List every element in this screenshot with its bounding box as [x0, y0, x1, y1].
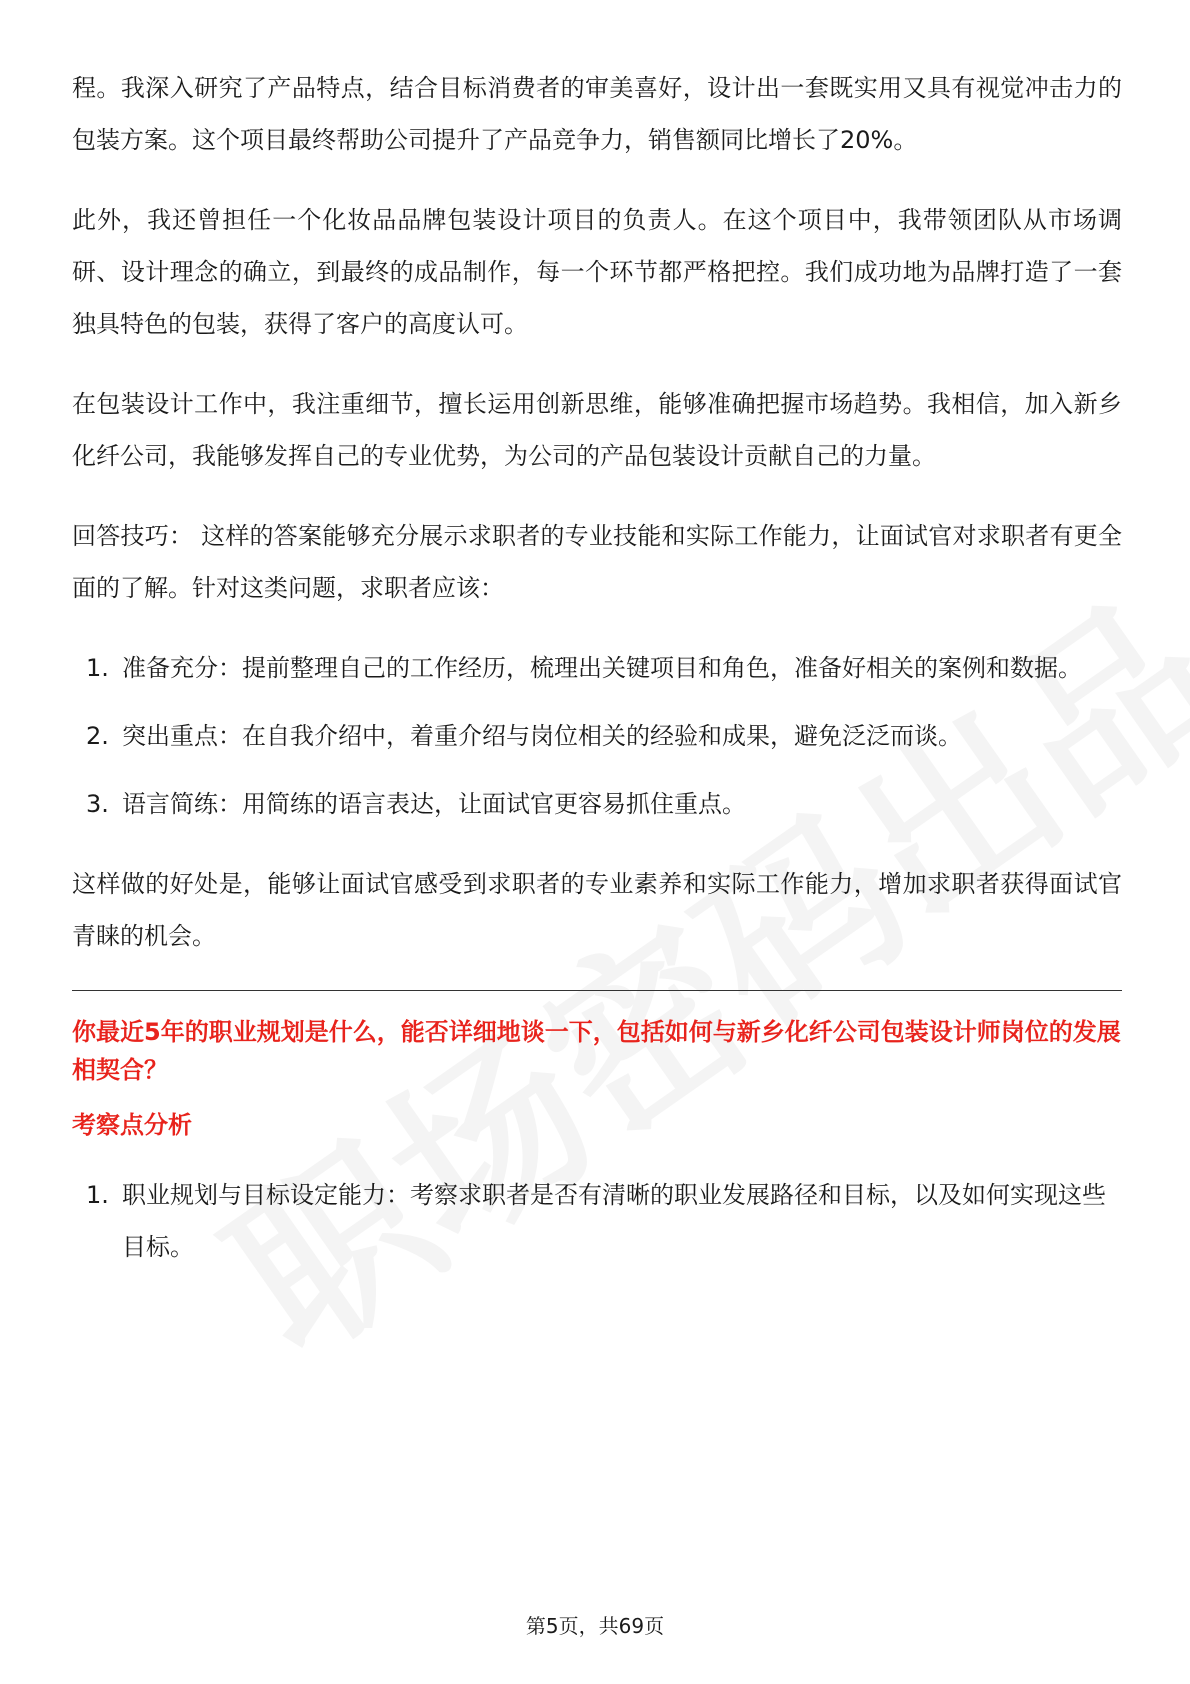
analysis-heading: 考察点分析 [72, 1111, 192, 1139]
list-number: 3. [86, 790, 109, 818]
list-item-text: 准备充分：提前整理自己的工作经历，梳理出关键项目和角色，准备好相关的案例和数据。 [122, 654, 1082, 682]
answer-tips-paragraph: 回答技巧： 这样的答案能够充分展示求职者的专业技能和实际工作能力，让面试官对求职者有更全面的了解。针对这类问题，求职者应该： [72, 522, 1122, 602]
closing-paragraph: 这样做的好处是，能够让面试官感受到求职者的专业素养和实际工作能力，增加求职者获得面试官青睐的机会。 [72, 870, 1122, 950]
paragraph: 程。我深入研究了产品特点，结合目标消费者的审美喜好，设计出一套既实用又具有视觉冲击力的包装方案。这个项目最终帮助公司提升了产品竞争力，销售额同比增长了20%。 [72, 74, 1122, 154]
tips-list [72, 642, 1122, 830]
analysis-list [72, 1169, 1122, 1273]
page-footer: 第5页，共69页 [525, 1614, 665, 1638]
list-item [72, 710, 1122, 762]
interview-question: 你最近5年的职业规划是什么，能否详细地谈一下，包括如何与新乡化纤公司包装设计师岗位的发展相契合？ [72, 1018, 1121, 1084]
list-item-text: 职业规划与目标设定能力：考察求职者是否有清晰的职业发展路径和目标，以及如何实现这些目标。 [122, 1181, 1106, 1261]
list-item [72, 778, 1122, 830]
paragraph: 在包装设计工作中，我注重细节，擅长运用创新思维，能够准确把握市场趋势。我相信，加入新乡化纤公司，我能够发挥自己的专业优势，为公司的产品包装设计贡献自己的力量。 [72, 390, 1122, 470]
section-divider [72, 990, 1122, 991]
paragraph: 此外，我还曾担任一个化妆品品牌包装设计项目的负责人。在这个项目中，我带领团队从市场调研、设计理念的确立，到最终的成品制作，每一个环节都严格把控。我们成功地为品牌打造了一套独具特色的包装，获得了客户的高度认可。 [72, 206, 1122, 338]
list-item [72, 642, 1122, 694]
list-item [72, 1169, 1122, 1273]
list-number: 1. [86, 1181, 109, 1209]
list-item-text: 语言简练：用简练的语言表达，让面试官更容易抓住重点。 [122, 790, 746, 818]
list-number: 2. [86, 722, 109, 750]
list-number: 1. [86, 654, 109, 682]
list-item-text: 突出重点：在自我介绍中，着重介绍与岗位相关的经验和成果，避免泛泛而谈。 [122, 722, 962, 750]
page-content [72, 62, 1122, 1301]
